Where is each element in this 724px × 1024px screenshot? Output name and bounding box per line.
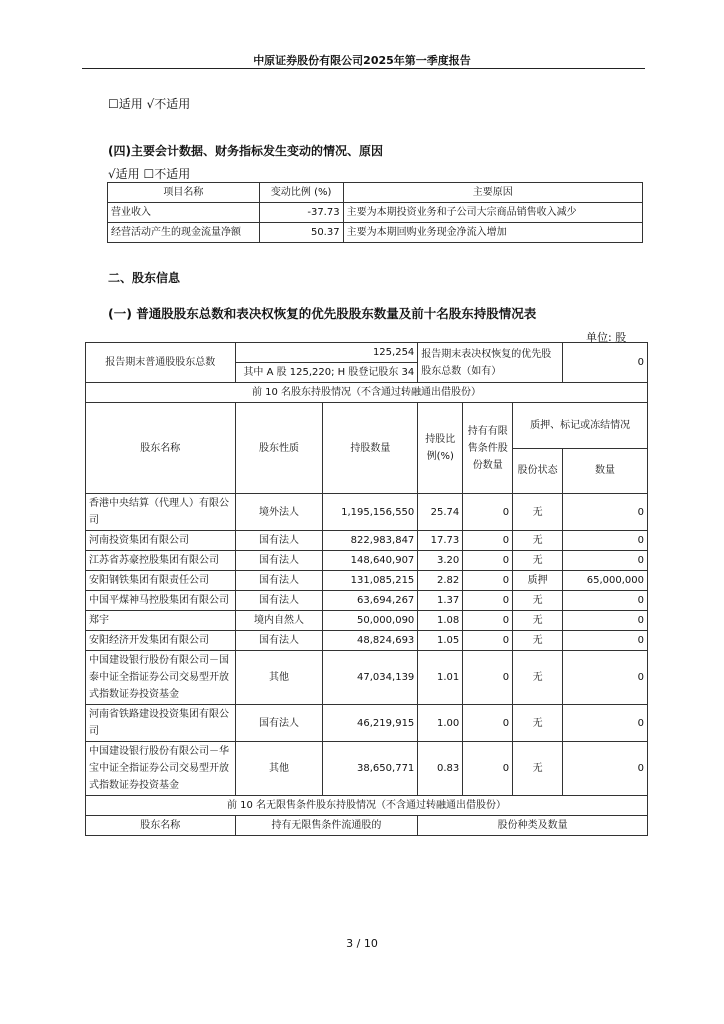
holder-nature: 国有法人	[235, 531, 323, 551]
holder-name: 安阳经济开发集团有限公司	[86, 631, 236, 651]
holder-restricted: 0	[463, 531, 513, 551]
holder-qty: 0	[563, 494, 648, 531]
column-header-qty: 数量	[563, 448, 648, 494]
holder-nature: 国有法人	[235, 705, 323, 742]
total-holders-label: 报告期末普通股股东总数	[86, 343, 236, 383]
holder-nature: 国有法人	[235, 631, 323, 651]
holder-shares: 50,000,090	[323, 611, 418, 631]
holder-shares: 148,640,907	[323, 551, 418, 571]
change-ratio: -37.73	[259, 203, 343, 223]
holder-status: 无	[513, 742, 563, 796]
section4-applicability-options: √适用 ☐不适用	[108, 167, 191, 181]
section2-title: 二、股东信息	[108, 271, 181, 285]
holder-restricted: 0	[463, 742, 513, 796]
holder-qty: 0	[563, 742, 648, 796]
holder-restricted: 0	[463, 591, 513, 611]
holder-shares: 48,824,693	[323, 631, 418, 651]
unrestricted-title: 前 10 名无限售条件股东持股情况（不含通过转融通出借股份）	[86, 796, 648, 816]
column-header-restricted: 持有有限售条件股份数量	[463, 403, 513, 494]
holder-status: 质押	[513, 571, 563, 591]
column-header: 主要原因	[343, 183, 642, 203]
holder-qty: 0	[563, 611, 648, 631]
holder-shares: 38,650,771	[323, 742, 418, 796]
unrestricted-title-row	[86, 796, 648, 816]
change-ratio: 50.37	[259, 223, 343, 243]
item-name: 营业收入	[108, 203, 260, 223]
holder-name: 河南省铁路建设投资集团有限公司	[86, 705, 236, 742]
column-header-pledge: 质押、标记或冻结情况	[513, 403, 648, 449]
holder-name: 河南投资集团有限公司	[86, 531, 236, 551]
holder-restricted: 0	[463, 571, 513, 591]
table-row	[108, 203, 643, 223]
total-holders-row	[86, 343, 648, 363]
table-header-row	[86, 403, 648, 449]
table-row	[86, 571, 648, 591]
holder-ratio: 1.01	[418, 651, 463, 705]
column-header: 项目名称	[108, 183, 260, 203]
holder-qty: 65,000,000	[563, 571, 648, 591]
holder-ratio: 3.20	[418, 551, 463, 571]
holder-status: 无	[513, 591, 563, 611]
holder-nature: 国有法人	[235, 571, 323, 591]
top10-title-row	[86, 383, 648, 403]
table-row	[86, 651, 648, 705]
subsection1-title: (一) 普通股股东总数和表决权恢复的优先股股东数量及前十名股东持股情况表	[108, 306, 537, 321]
table-row	[86, 742, 648, 796]
holder-shares: 47,034,139	[323, 651, 418, 705]
section4-title: (四)主要会计数据、财务指标发生变动的情况、原因	[108, 144, 383, 158]
holder-shares: 822,983,847	[323, 531, 418, 551]
table-row	[108, 223, 643, 243]
page-header-title: 中原证券股份有限公司2025年第一季度报告	[253, 54, 471, 67]
holder-shares: 63,694,267	[323, 591, 418, 611]
holder-nature: 境外法人	[235, 494, 323, 531]
change-reason: 主要为本期回购业务现金净流入增加	[343, 223, 642, 243]
holder-status: 无	[513, 631, 563, 651]
holder-ratio: 25.74	[418, 494, 463, 531]
holder-restricted: 0	[463, 651, 513, 705]
holder-status: 无	[513, 531, 563, 551]
holder-shares: 131,085,215	[323, 571, 418, 591]
top-applicability-options: ☐适用 √不适用	[108, 97, 191, 111]
table-row	[86, 531, 648, 551]
total-holders-value: 125,254	[235, 343, 418, 363]
holder-restricted: 0	[463, 705, 513, 742]
header-rule	[82, 68, 645, 69]
holder-restricted: 0	[463, 631, 513, 651]
holder-name: 中国建设银行股份有限公司－华宝中证全指证券公司交易型开放式指数证券投资基金	[86, 742, 236, 796]
column-header: 变动比例 (%)	[259, 183, 343, 203]
holder-name: 安阳钢铁集团有限责任公司	[86, 571, 236, 591]
page-number: 3 / 10	[346, 937, 378, 950]
change-reason: 主要为本期投资业务和子公司大宗商品销售收入减少	[343, 203, 642, 223]
holder-qty: 0	[563, 651, 648, 705]
holder-restricted: 0	[463, 494, 513, 531]
holder-shares: 46,219,915	[323, 705, 418, 742]
unrestricted-column-shares: 持有无限售条件流通股的	[235, 816, 418, 836]
table-row	[86, 551, 648, 571]
preferred-holders-value: 0	[563, 343, 648, 383]
holder-ratio: 1.08	[418, 611, 463, 631]
table-row	[86, 631, 648, 651]
holder-nature: 国有法人	[235, 551, 323, 571]
holder-status: 无	[513, 494, 563, 531]
holder-ratio: 1.37	[418, 591, 463, 611]
unit-label: 单位: 股	[586, 331, 627, 344]
holder-name: 江苏省苏豪控股集团有限公司	[86, 551, 236, 571]
table-header-row	[108, 183, 643, 203]
holder-ratio: 0.83	[418, 742, 463, 796]
holder-shares: 1,195,156,550	[323, 494, 418, 531]
unrestricted-header-row	[86, 816, 648, 836]
holder-name: 郑宇	[86, 611, 236, 631]
holder-ratio: 17.73	[418, 531, 463, 551]
change-reasons-table	[107, 182, 643, 243]
table-row	[86, 705, 648, 742]
holder-ratio: 1.00	[418, 705, 463, 742]
holder-nature: 其他	[235, 742, 323, 796]
unrestricted-column-type: 股份种类及数量	[418, 816, 648, 836]
holder-name: 香港中央结算（代理人）有限公司	[86, 494, 236, 531]
preferred-holders-label: 报告期末表决权恢复的优先股股东总数（如有）	[418, 343, 563, 383]
unrestricted-column-name: 股东名称	[86, 816, 236, 836]
column-header-name: 股东名称	[86, 403, 236, 494]
holder-qty: 0	[563, 631, 648, 651]
holder-qty: 0	[563, 531, 648, 551]
holder-status: 无	[513, 705, 563, 742]
column-header-status: 股份状态	[513, 448, 563, 494]
top10-title: 前 10 名股东持股情况（不含通过转融通出借股份）	[86, 383, 648, 403]
holder-status: 无	[513, 551, 563, 571]
holder-restricted: 0	[463, 611, 513, 631]
holder-restricted: 0	[463, 551, 513, 571]
shareholders-table	[85, 342, 648, 836]
holder-qty: 0	[563, 551, 648, 571]
holder-name: 中国平煤神马控股集团有限公司	[86, 591, 236, 611]
holder-name: 中国建设银行股份有限公司－国泰中证全指证券公司交易型开放式指数证券投资基金	[86, 651, 236, 705]
holder-qty: 0	[563, 591, 648, 611]
holder-status: 无	[513, 651, 563, 705]
table-row	[86, 611, 648, 631]
column-header-ratio: 持股比例(%)	[418, 403, 463, 494]
holder-ratio: 2.82	[418, 571, 463, 591]
holder-nature: 境内自然人	[235, 611, 323, 631]
holder-status: 无	[513, 611, 563, 631]
holder-nature: 国有法人	[235, 591, 323, 611]
item-name: 经营活动产生的现金流量净额	[108, 223, 260, 243]
holders-breakdown: 其中 A 股 125,220; H 股登记股东 34	[235, 363, 418, 383]
table-row	[86, 591, 648, 611]
column-header-shares: 持股数量	[323, 403, 418, 494]
column-header-nature: 股东性质	[235, 403, 323, 494]
holder-nature: 其他	[235, 651, 323, 705]
table-row	[86, 494, 648, 531]
holder-ratio: 1.05	[418, 631, 463, 651]
holder-qty: 0	[563, 705, 648, 742]
